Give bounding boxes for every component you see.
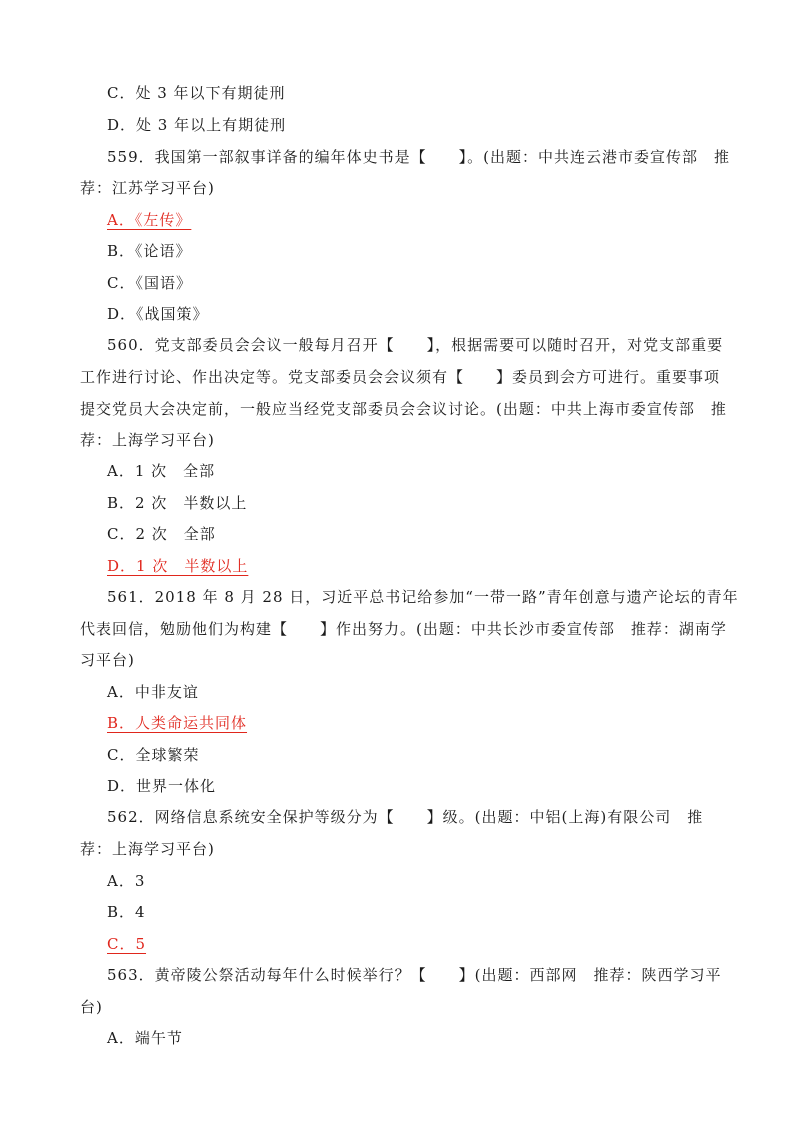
q559-option-c: C．《国语》 xyxy=(107,274,192,292)
q562-option-c-correct: C．5 xyxy=(107,935,147,953)
q562-stem: 562．网络信息系统安全保护等级分为【 】级。(出题：中铝(上海)有限公司 推 xyxy=(107,808,704,826)
q560-option-b: B．2 次 半数以上 xyxy=(107,494,248,512)
q561-option-a: A．中非友谊 xyxy=(107,683,199,701)
q559-option-a-correct: A．《左传》 xyxy=(107,211,192,229)
q560-option-d-correct: D．1 次 半数以上 xyxy=(107,557,249,575)
q560-stem-cont-1: 工作进行讨论、作出决定等。党支部委员会会议须有【 】委员到会方可进行。重要事项 xyxy=(80,368,721,386)
q561-option-b-correct: B．人类命运共同体 xyxy=(107,714,248,732)
q559-option-b: B．《论语》 xyxy=(107,242,192,260)
q559-option-d: D．《战国策》 xyxy=(107,305,209,323)
q560-stem-cont-3: 荐：上海学习平台) xyxy=(80,431,215,449)
q558-option-d: D．处 3 年以上有期徒刑 xyxy=(107,116,287,134)
q561-stem: 561．2018 年 8 月 28 日，习近平总书记给参加“一带一路”青年创意与遗产论坛的青年 xyxy=(107,588,739,606)
q558-option-c: C．处 3 年以下有期徒刑 xyxy=(107,84,286,102)
q560-stem-cont-2: 提交党员大会决定前，一般应当经党支部委员会会议讨论。(出题：中共上海市委宣传部 推 xyxy=(80,400,727,418)
q561-stem-cont-2: 习平台) xyxy=(80,651,135,669)
q562-option-b: B．4 xyxy=(107,903,146,921)
q563-stem-cont: 台) xyxy=(80,998,103,1016)
q560-option-c: C．2 次 全部 xyxy=(107,525,216,543)
q561-stem-cont-1: 代表回信，勉励他们为构建【 】作出努力。(出题：中共长沙市委宣传部 推荐：湖南学 xyxy=(80,620,727,638)
q559-stem-cont: 荐：江苏学习平台) xyxy=(80,179,215,197)
q562-option-a: A．3 xyxy=(107,872,146,890)
q563-stem: 563．黄帝陵公祭活动每年什么时候举行？【 】(出题：西部网 推荐：陕西学习平 xyxy=(107,966,722,984)
q559-stem: 559．我国第一部叙事详备的编年体史书是【 】。(出题：中共连云港市委宣传部 推 xyxy=(107,148,730,166)
q561-option-c: C．全球繁荣 xyxy=(107,746,200,764)
q561-option-d: D．世界一体化 xyxy=(107,777,217,795)
q562-stem-cont: 荐：上海学习平台) xyxy=(80,840,215,858)
q560-stem: 560．党支部委员会会议一般每月召开【 】，根据需要可以随时召开，对党支部重要 xyxy=(107,336,724,354)
q563-option-a: A．端午节 xyxy=(107,1029,183,1047)
q560-option-a: A．1 次 全部 xyxy=(107,462,216,480)
